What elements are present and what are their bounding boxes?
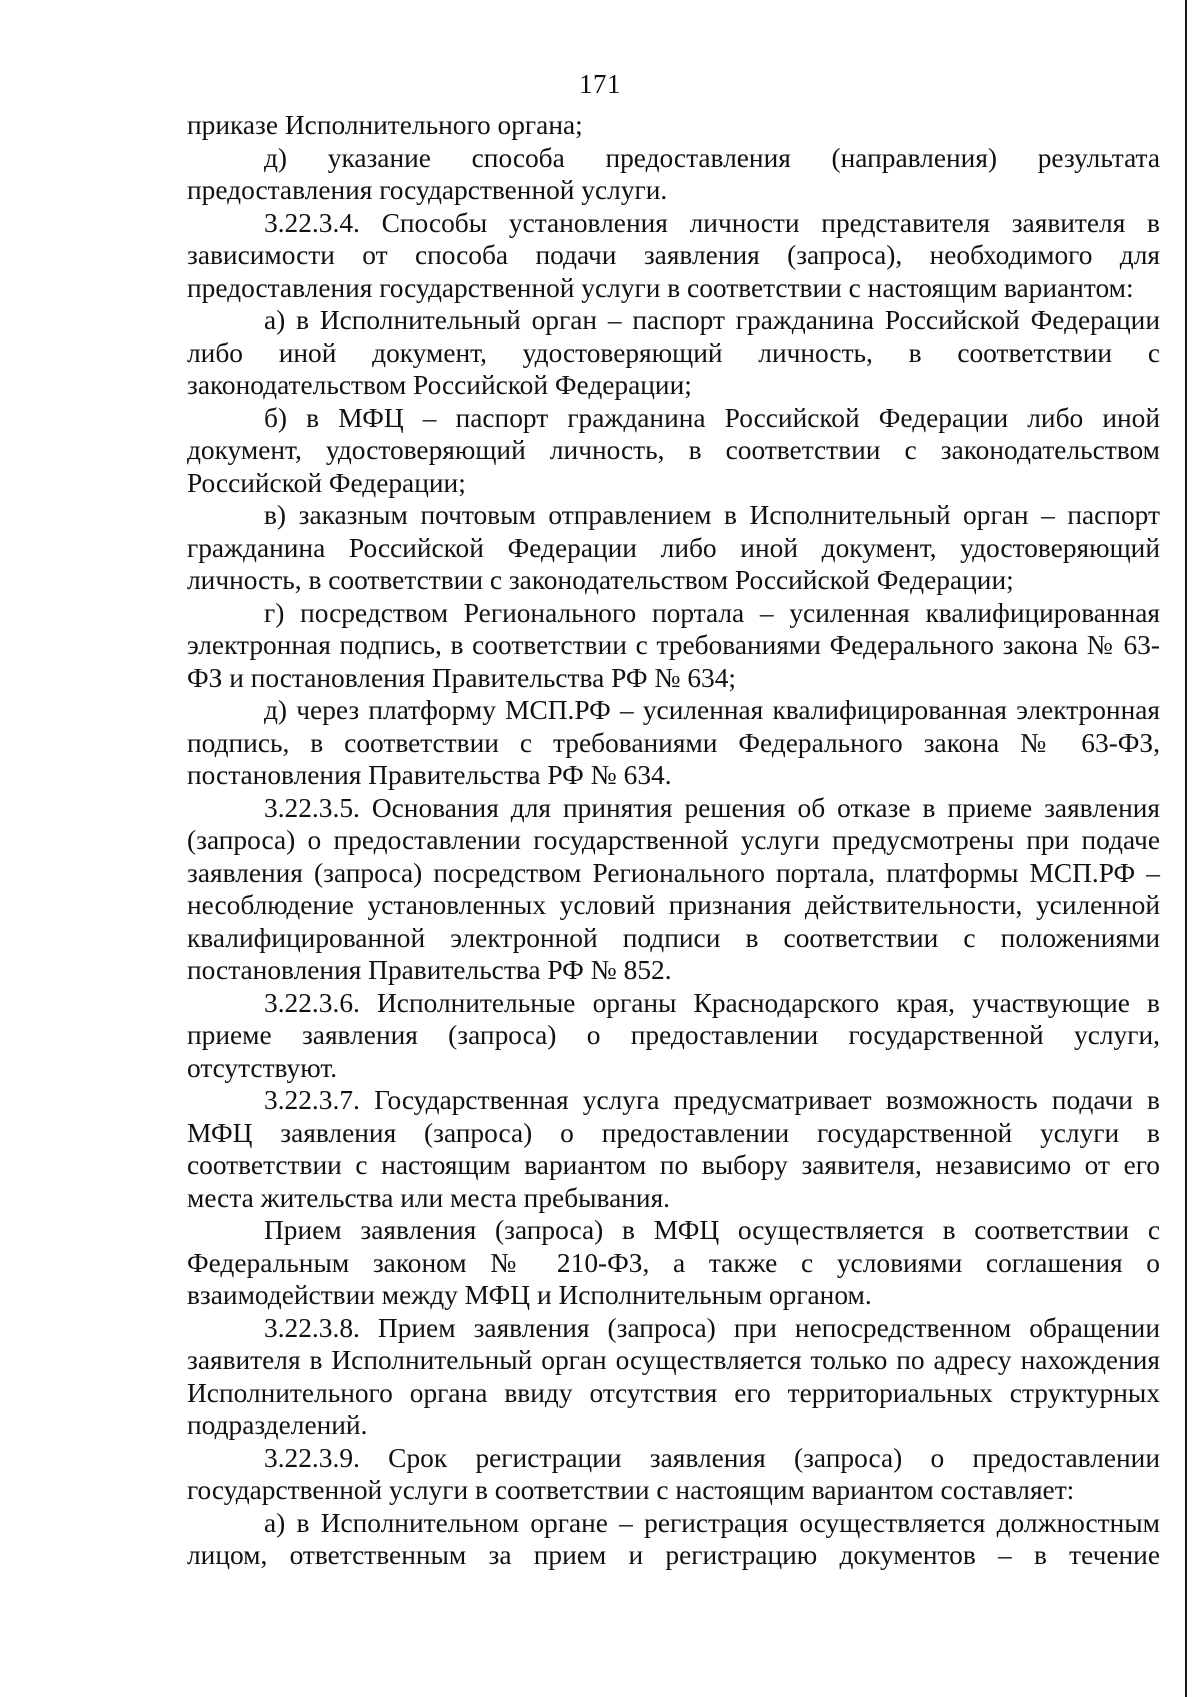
paragraph: приказе Исполнительного органа;: [187, 110, 583, 140]
paragraph: 3.22.3.7. Государственная услуга предусматривает возможность подачи в МФЦ заявления (запроса) о предоставлении государственной услуги в соответствии с настоящим вариантом по выбору заявителя, независимо от его места жительства или места пребывания.: [187, 1085, 1160, 1213]
paragraph: 3.22.3.4. Способы установления личности представителя заявителя в зависимости от способа подачи заявления (запроса), необходимого для предоставления государственной услуги в соответствии с настоящим вариантом:: [187, 207, 1160, 303]
paragraph: а) в Исполнительном органе – регистрация осуществляется должностным лицом, ответственным за прием и регистрацию документов – в течение: [187, 1507, 1160, 1570]
paragraph: 3.22.3.8. Прием заявления (запроса) при непосредственном обращении заявителя в Исполнительный орган осуществляется только по адресу нахождения Исполнительного органа ввиду отсутствия его территориальных структурных подразделений.: [187, 1312, 1160, 1440]
paragraph: б) в МФЦ – паспорт гражданина Российской Федерации либо иной документ, удостоверяющий личность, в соответствии с законодательством Российской Федерации;: [187, 402, 1160, 498]
paragraph: в) заказным почтовым отправлением в Исполнительный орган – паспорт гражданина Российской Федерации либо иной документ, удостоверяющий личность, в соответствии с законодательством Российской Федерации;: [187, 500, 1160, 595]
paragraph: д) через платформу МСП.РФ – усиленная квалифицированная электронная подпись, в соответствии с требованиями Федерального закона № 63-ФЗ, постановления Правительства РФ № 634.: [187, 695, 1160, 790]
paragraph: Прием заявления (запроса) в МФЦ осуществляется в соответствии с Федеральным законом № 210-ФЗ, а также с условиями соглашения о взаимодействии между МФЦ и Исполнительным органом.: [187, 1215, 1160, 1310]
paragraph: 3.22.3.9. Срок регистрации заявления (запроса) о предоставлении государственной услуги в соответствии с настоящим вариантом составляет:: [187, 1442, 1160, 1505]
paragraph: а) в Исполнительный орган – паспорт гражданина Российской Федерации либо иной документ, удостоверяющий личность, в соответствии с законодательством Российской Федерации;: [187, 305, 1160, 400]
paragraph: 3.22.3.5. Основания для принятия решения об отказе в приеме заявления (запроса) о предоставлении государственной услуги предусмотрены при подаче заявления (запроса) посредством Регионального портала, платформы МСП.РФ – несоблюдение установленных условий признания действительности, усиленной квалифицированной электронной подписи в соответствии с положениями постановления Правительства РФ № 852.: [187, 792, 1160, 985]
paragraph: г) посредством Регионального портала – усиленная квалифицированная электронная подпись, в соответствии с требованиями Федерального закона № 63-ФЗ и постановления Правительства РФ № 634;: [187, 597, 1160, 693]
document-body: [187, 109, 1160, 1572]
paragraph: д) указание способа предоставления (направления) результата предоставления государственной услуги.: [187, 142, 1160, 205]
page-edge-line: [1185, 0, 1187, 1697]
page-number: 171: [579, 69, 621, 99]
paragraph: 3.22.3.6. Исполнительные органы Краснодарского края, участвующие в приеме заявления (запроса) о предоставлении государственной услуги, отсутствуют.: [187, 987, 1160, 1083]
